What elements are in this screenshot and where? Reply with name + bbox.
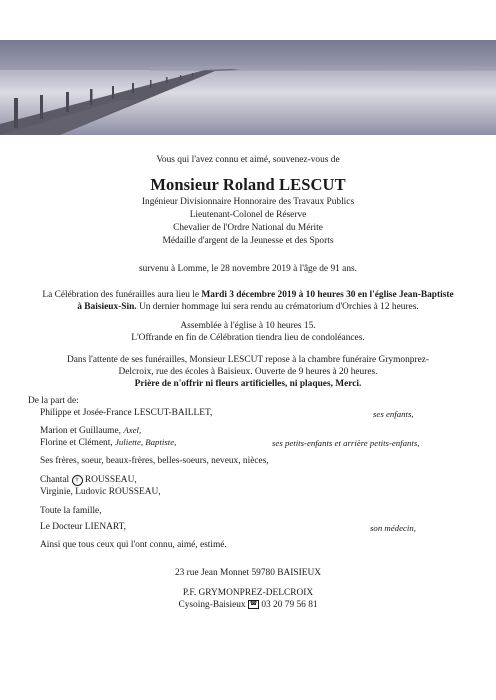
funeral-line: [0, 289, 496, 301]
family-line: Ainsi que tous ceux qui l'ont connu, aimé, estimé.: [40, 540, 227, 550]
death-notice: survenu à Lomme, le 28 novembre 2019 à l'âge de 91 ans.: [138, 264, 358, 274]
family-text: ROUSSEAU,: [84, 475, 137, 485]
title-line: Ingénieur Divisionnaire Honnoraire des Travaux Publics: [141, 197, 355, 207]
family-line: Le Docteur LIENART,: [40, 522, 126, 532]
request-bold: Prière de n'offrir ni fleurs artificielles, ni plaques, Merci.: [134, 379, 362, 389]
intro-text: Vous qui l'avez connu et aimé, souvenez-vous de: [156, 155, 340, 165]
relation-label: son médecin,: [370, 523, 416, 533]
title-line: Chevalier de l'Ordre National du Mérite: [173, 223, 323, 233]
cross-icon: †: [72, 475, 83, 486]
city-text: Cysoing-Baisieux: [178, 600, 246, 610]
grandchild-name: Axel,: [123, 425, 142, 435]
rest-text: Delcroix, rue des écoles à Baisieux. Ouverte de 9 heures à 20 heures.: [118, 367, 378, 377]
assembly-text: Assemblée à l'église à 10 heures 15.: [180, 321, 316, 331]
family-text: Marion et Guillaume,: [40, 426, 121, 436]
rest-text: Dans l'attente de ses funérailles, Monsieur LESCUT repose à la chambre funéraire Grymonprez-: [66, 355, 430, 365]
family-line: Virginie, Ludovic ROUSSEAU,: [40, 487, 161, 497]
family-text: Chantal: [40, 475, 70, 485]
offering-text: L'Offrande en fin de Célébration tiendra lieu de condoléances.: [131, 333, 365, 343]
pier-on-lake-photo: [0, 40, 496, 135]
phone-number: 03 20 79 56 81: [261, 600, 318, 610]
family-text: Florine et Clément,: [40, 438, 113, 448]
company-name: P.F. GRYMONPREZ-DELCROIX: [182, 588, 314, 598]
funeral-line: [0, 301, 496, 313]
title-line: Médaille d'argent de la Jeunesse et des Sports: [162, 236, 334, 246]
family-line: Toute la famille,: [40, 506, 102, 516]
family-line: Ses frères, soeur, beaux-frères, belles-soeurs, neveux, nièces,: [40, 456, 269, 466]
funeral-date: Mardi 3 décembre 2019 à 10 heures 30 en l'église Jean-Baptiste: [201, 290, 454, 300]
family-line: Philippe et Josée-France LESCUT-BAILLET,: [40, 408, 213, 418]
family-line: [40, 436, 176, 449]
company-contact: [0, 599, 496, 611]
family-line: [40, 474, 137, 486]
request-text: [0, 378, 496, 390]
funeral-text: La Célébration des funérailles aura lieu le: [42, 290, 202, 300]
title-line: Lieutenant-Colonel de Réserve: [189, 210, 307, 220]
relation-label: ses petits-enfants et arrière petits-enfants,: [272, 438, 420, 448]
funeral-text: Un dernier hommage lui sera rendu au crématorium d'Orchies à 12 heures.: [136, 302, 419, 312]
grandchild-names: Juliette, Baptiste,: [115, 437, 177, 447]
deceased-name: Monsieur Roland LESCUT: [150, 175, 346, 194]
relation-label: ses enfants,: [373, 409, 414, 419]
address-text: 23 rue Jean Monnet 59780 BAISIEUX: [174, 568, 322, 578]
funeral-place: à Baisieux-Sin.: [77, 302, 137, 312]
telephone-icon: ☎: [249, 601, 258, 608]
from-label: De la part de:: [28, 396, 79, 406]
